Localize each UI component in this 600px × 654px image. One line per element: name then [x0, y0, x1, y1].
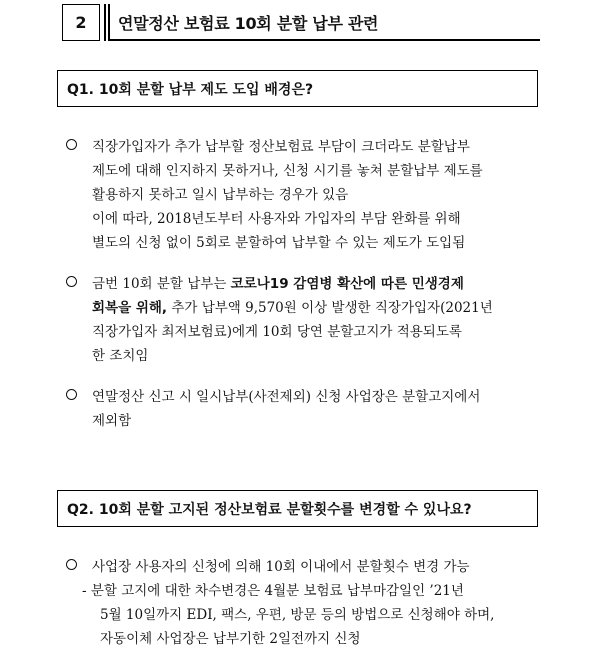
- bullet-circle-icon: [66, 559, 77, 570]
- header-underline: [110, 39, 540, 41]
- q1-paragraph-2: 금번 10회 분할 납부는 코로나19 감염병 확산에 따른 민생경제 회복을 위해, 추가 납부액 9,570원 이상 발생한 직장가입자(2021년 직장가입자 최저보험료)에게 10회 당연 분할고지가 적용되도록 한 조치임: [66, 272, 550, 368]
- q1-paragraph-1: 직장가입자가 추가 납부할 정산보험료 부담이 크더라도 분할납부 제도에 대해 인지하지 못하거나, 신청 시기를 놓쳐 분할납부 제도를 활용하지 못하고 일시 납부하는 경우가 있음 이에 따라, 2018년도부터 사용자와 가입자의 부담 완화를 위해 별도의 신청 없이 5회로 분할하여 납부할 수 있는 제도가 도입됨: [66, 135, 550, 255]
- q2-paragraph-1: 사업장 사용자의 신청에 의해 10회 이내에서 분할횟수 변경 가능 - 분할 고지에 대한 차수변경은 4월분 보험료 납부마감일인 ’21년 5월 10일까지 EDI, 팩스, 우편, 방문 등의 방법으로 신청해야 하며, 자동이체 사업장은 납부기한 2일전까지 신청: [66, 555, 550, 651]
- q1-paragraph-3: 연말정산 신고 시 일시납부(사전제외) 신청 사업장은 분할고지에서 제외함: [66, 385, 550, 433]
- bullet-circle-icon: [66, 276, 77, 287]
- question-2-title: Q2. 10회 분할 고지된 정산보험료 분할횟수를 변경할 수 있나요?: [57, 490, 538, 527]
- section-number: 2: [62, 4, 100, 41]
- header-divider: [108, 4, 110, 41]
- bullet-circle-icon: [66, 389, 77, 400]
- section-header: [62, 4, 540, 41]
- question-1-title: Q1. 10회 분할 납부 제도 도입 배경은?: [57, 70, 538, 107]
- section-title: 연말정산 보험료 10회 분할 납부 관련: [118, 14, 379, 33]
- header-divider: [104, 4, 106, 41]
- bullet-circle-icon: [66, 139, 77, 150]
